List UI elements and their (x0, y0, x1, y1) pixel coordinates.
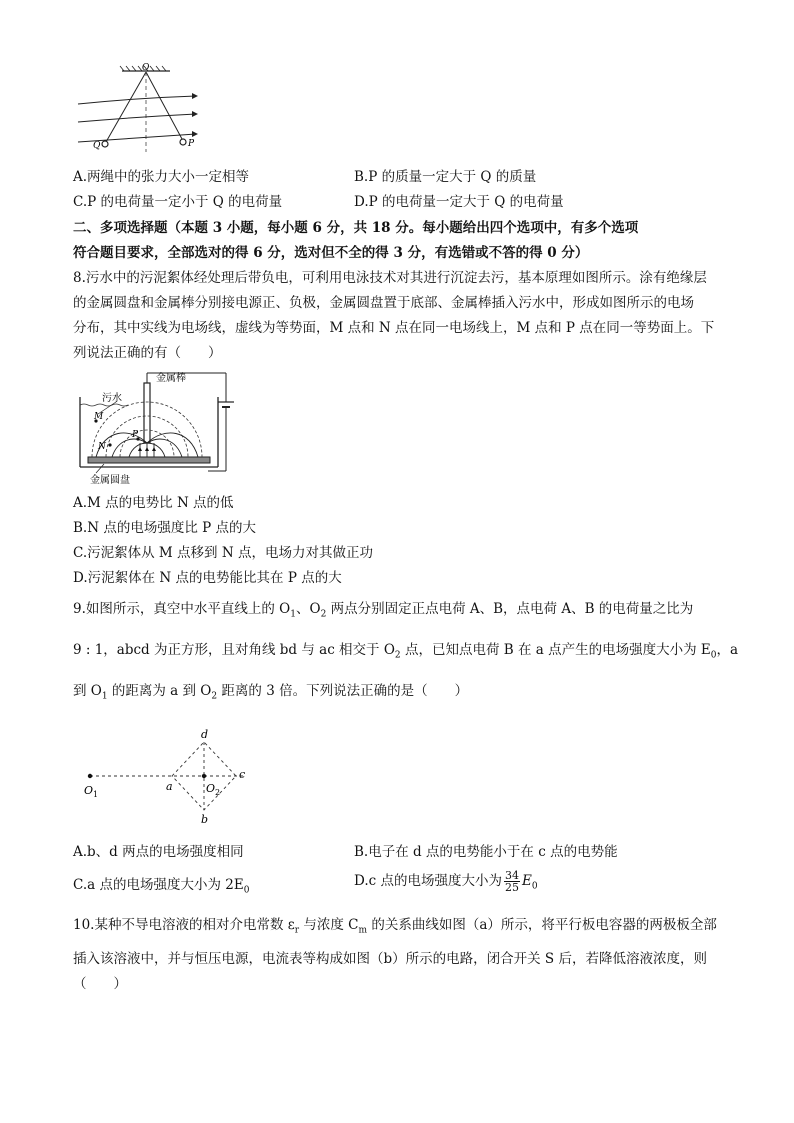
q8-stem-line2: 的金属圆盘和金属棒分别接电源正、负极，金属圆盘置于底部、金属棒插入污水中，形成如图所示的电场 (73, 295, 694, 311)
point-n-label: N (98, 442, 106, 452)
q9-stem-line3: 到 $O_1$ 的距离为 a 到 $O_2$ 距离的 3 倍。下列说法正确的是（ ） (73, 683, 469, 702)
q9-figure (76, 722, 256, 832)
q7-figure (76, 62, 206, 162)
q9-option-d: D.c 点的电场强度大小为 $\frac{34}{25}$ $E_0$ (354, 869, 538, 894)
point-p-label-q8: P (132, 430, 139, 440)
q10-stem-line3: （ ） (73, 976, 127, 992)
point-a-label: a (166, 780, 173, 793)
point-p-label: P (188, 139, 195, 149)
q9-stem-line1: 9.如图所示，真空中水平直线上的 $O_1$、$O_2$ 两点分别固定正点电荷 A、B，点电荷 A、B 的电荷量之比为 (73, 601, 694, 620)
q8-option-d: D.污泥絮体在 N 点的电势能比其在 P 点的大 (73, 570, 342, 586)
q7-option-b: B.P 的质量一定大于 Q 的质量 (354, 169, 537, 185)
q8-option-b: B.N 点的电场强度比 P 点的大 (73, 520, 256, 536)
metal-disk-label: 金属圆盘 (90, 475, 130, 486)
point-c-label: c (239, 768, 246, 781)
q10-stem-line1: 10.某种不导电溶液的相对介电常数 $\varepsilon_r$ 与浓度 $C_m$ 的关系曲线如图（a）所示，将平行板电容器的两极板全部 (73, 917, 717, 936)
point-q-label: Q (93, 141, 101, 151)
q8-stem-line4: 列说法正确的有（ ） (73, 345, 222, 361)
q7-option-d: D.P 的电荷量一定大于 Q 的电荷量 (354, 194, 564, 210)
q9-stem-line2: 9 : 1，abcd 为正方形，且对角线 bd 与 ac 相交于 $O_2$ 点，已知点电荷 B 在 a 点产生的电场强度大小为 $E_0$，a (73, 642, 739, 661)
q8-stem-line1: 8.污水中的污泥絮体经处理后带负电，可利用电泳技术对其进行沉淀去污，基本原理如图所示。涂有绝缘层 (73, 270, 707, 286)
q8-figure (74, 369, 234, 487)
point-o2-label: $O_2$ (206, 782, 221, 797)
point-b-label: b (201, 813, 209, 826)
section2-heading-line2: 符合题目要求，全部选对的得 6 分，选对但不全的得 3 分，有选错或不答的得 0 分） (73, 245, 589, 261)
q8-option-c: C.污泥絮体从 M 点移到 N 点，电场力对其做正功 (73, 545, 373, 561)
q9-option-b: B.电子在 d 点的电势能小于在 c 点的电势能 (354, 844, 618, 860)
point-o1-label: $O_1$ (84, 784, 99, 799)
point-m-label: M (94, 412, 104, 422)
q9-option-c: C.a 点的电场强度大小为 $2E_0$ (73, 877, 250, 896)
fraction-34-25: $\frac{34}{25}$ (505, 869, 519, 894)
q8-option-a: A.M 点的电势比 N 点的低 (73, 495, 234, 511)
metal-rod-label: 金属棒 (156, 373, 186, 384)
point-d-label: d (201, 728, 209, 741)
q7-option-c: C.P 的电荷量一定小于 Q 的电荷量 (73, 194, 283, 210)
sewage-label: 污水 (102, 393, 122, 404)
q8-stem-line3: 分布，其中实线为电场线，虚线为等势面，M 点和 N 点在同一电场线上，M 点和 P 点在同一等势面上。下 (73, 320, 715, 336)
q10-stem-line2: 插入该溶液中，并与恒压电源，电流表等构成如图（b）所示的电路，闭合开关 S 后，若降低溶液浓度，则 (73, 951, 707, 967)
q7-option-a: A.两绳中的张力大小一定相等 (73, 169, 250, 185)
point-o-label: O (142, 63, 150, 73)
q9-option-a: A.b、d 两点的电场强度相同 (73, 844, 244, 860)
section2-heading-line1: 二、多项选择题（本题 3 小题，每小题 6 分，共 18 分。每小题给出四个选项中，有多个选项 (73, 220, 639, 236)
